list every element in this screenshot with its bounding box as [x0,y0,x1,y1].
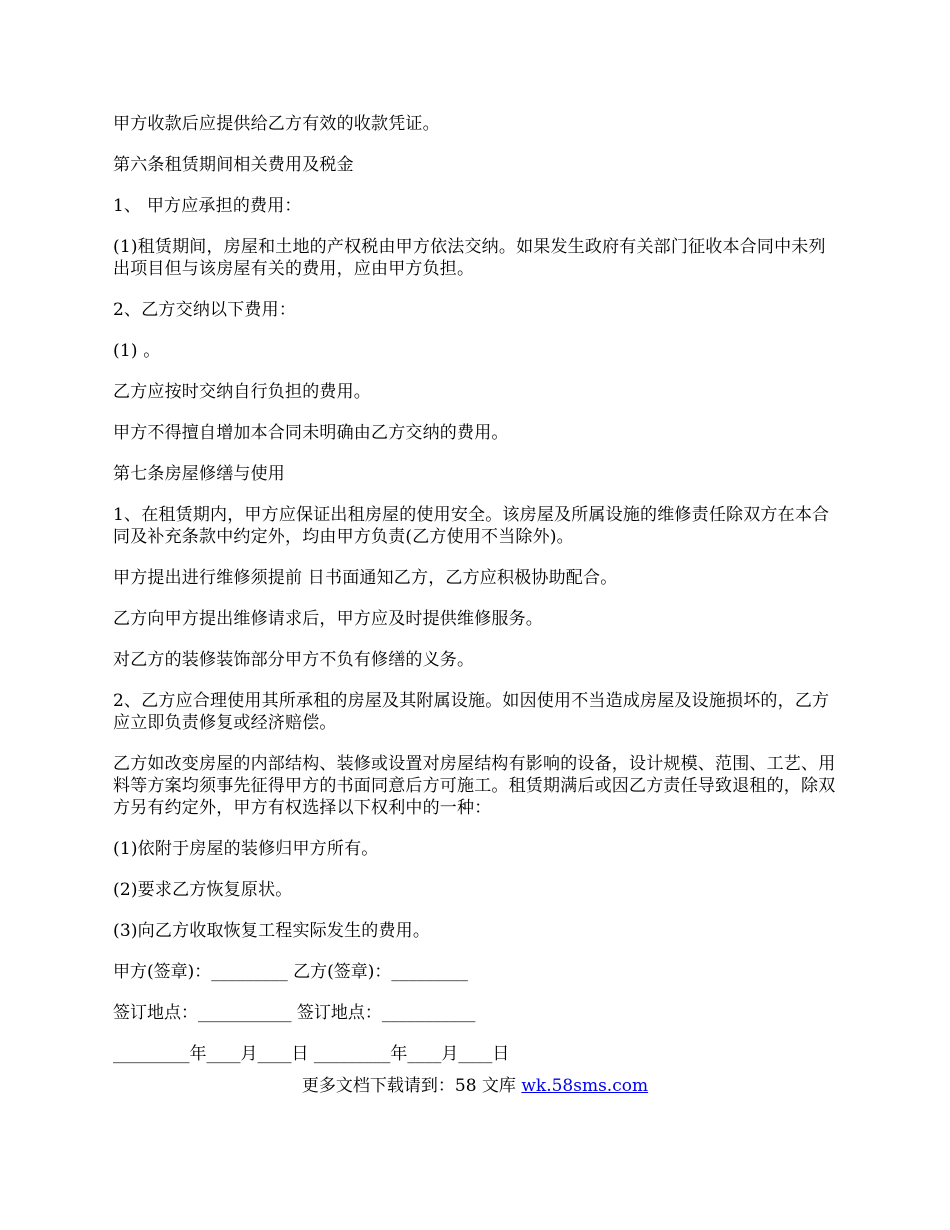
document-body [113,113,841,1084]
paragraph-option-3: (3)向乙方收取恢复工程实际发生的费用。 [113,921,431,941]
paragraph-property-tax: (1)租赁期间，房屋和土地的产权税由甲方依法交纳。如果发生政府有关部门征收本合同中未列出项目但与该房屋有关的费用，应由甲方负担。 [113,237,826,279]
section-heading-article-6: 第六条租赁期间相关费用及税金 [113,155,354,175]
paragraph-item-1: (1) 。 [113,341,161,361]
section-heading-article-7: 第七条房屋修缮与使用 [113,464,285,484]
paragraph-repair-service: 乙方向甲方提出维修请求后，甲方应及时提供维修服务。 [113,609,543,629]
footer-text: 更多文档下载请到：58 文库 [301,1076,522,1096]
signature-place-line: 签订地点：___________ 签订地点：___________ [113,1003,476,1023]
paragraph-option-2: (2)要求乙方恢复原状。 [113,880,293,900]
paragraph-repair-notice: 甲方提出进行维修须提前 日书面通知乙方，乙方应积极协助配合。 [113,568,618,588]
signature-date-line: _________年____月____日 _________年____月____日 [113,1044,510,1064]
paragraph-maintenance-safety: 1、在租赁期内，甲方应保证出租房屋的使用安全。该房屋及所属设施的维修责任除双方在本合同及补充条款中约定外，均由甲方负责(乙方使用不当除外)。 [113,505,830,547]
paragraph-option-1: (1)依附于房屋的装修归甲方所有。 [113,839,379,859]
paragraph-structure-change: 乙方如改变房屋的内部结构、装修或设置对房屋结构有影响的设备，设计规模、范围、工艺、用料等方案均须事先征得甲方的书面同意后方可施工。租赁期满后或因乙方责任导致退租的，除双方另有约定外，甲方有权选择以下权利中的一种： [113,754,836,818]
paragraph-no-extra-fees: 甲方不得擅自增加本合同未明确由乙方交纳的费用。 [113,423,509,443]
paragraph-party-b-fees: 2、乙方交纳以下费用： [113,300,297,320]
footer-link[interactable]: wk.58sms.com [521,1076,649,1096]
paragraph-decoration: 对乙方的装修装饰部分甲方不负有修缮的义务。 [113,650,475,670]
signature-parties-line: 甲方(签章)：_________ 乙方(签章)：_________ [113,962,468,982]
paragraph-proper-use: 2、乙方应合理使用其所承租的房屋及其附属设施。如因使用不当造成房屋及设施损坏的，乙方应立即负责修复或经济赔偿。 [113,691,830,733]
footer [0,1075,950,1097]
paragraph-pay-on-time: 乙方应按时交纳自行负担的费用。 [113,382,371,402]
paragraph-party-a-fees: 1、 甲方应承担的费用： [113,196,302,216]
paragraph-receipt: 甲方收款后应提供给乙方有效的收款凭证。 [113,114,440,134]
